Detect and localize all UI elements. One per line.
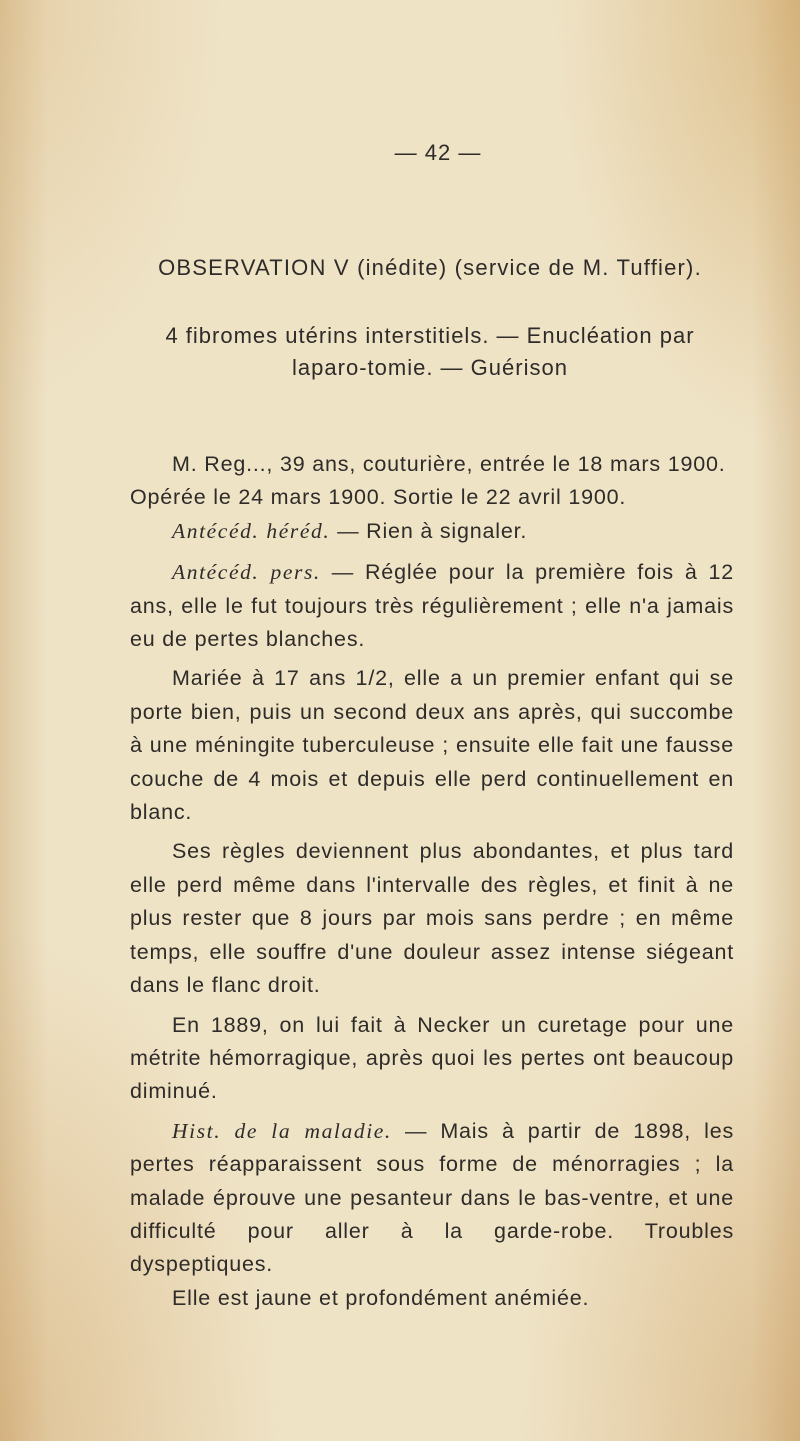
- observation-subtitle: 4 fibromes utérins interstitiels. — Enucléation par laparo-tomie. — Guérison: [165, 323, 695, 380]
- paragraph-anemia: [130, 1282, 734, 1315]
- patient-intro: M. Reg..., 39 ans, couturière, entrée le 18 mars 1900.: [172, 452, 726, 476]
- paragraph-curettage: [130, 1009, 734, 1109]
- marriage-text: Mariée à 17 ans 1/2, elle a un premier enfant qui se porte bien, puis un second deux ans après, qui succombe à une méningite tuberculeuse ; ensuite elle fait une fausse couche de 4 mois et depuis elle perd continuellement en blanc.: [130, 666, 734, 825]
- paragraph-hereditary: [130, 515, 734, 548]
- periods-text: Ses règles deviennent plus abondantes, et plus tard elle perd même dans l'intervalle des règles, et finit à ne plus rester que 8 jours par mois sans perdre ; en même temps, elle souffre d'une douleur assez intense siégeant dans le flanc droit.: [130, 839, 734, 998]
- paragraph-periods: [130, 835, 734, 1002]
- hereditary-text: — Rien à signaler.: [330, 518, 528, 543]
- history-text: — Mais à partir de 1898, les pertes réapparaissent sous forme de ménorragies ; la malade éprouve une pesanteur dans le bas-ventre, et une difficulté pour aller à la garde-robe. Troubles dyspeptiques.: [130, 1118, 734, 1277]
- anemia-text: Elle est jaune et profondément anémiée.: [172, 1285, 590, 1310]
- hereditary-label: Antécéd. héréd.: [172, 518, 331, 543]
- curettage-text: En 1889, on lui fait à Necker un curetage pour une métrite hémorragique, après quoi les pertes ont beaucoup diminué.: [130, 1012, 734, 1104]
- body-text: [130, 448, 734, 1315]
- history-label: Hist. de la maladie.: [172, 1118, 392, 1143]
- observation-title: OBSERVATION V (inédite) (service de M. Tuffier).: [158, 255, 702, 280]
- paragraph-dates: [130, 481, 734, 514]
- paragraph-personal: [130, 556, 734, 656]
- operation-dates: Opérée le 24 mars 1900. Sortie le 22 avril 1900.: [130, 485, 627, 510]
- personal-text: — Réglée pour la première fois à 12 ans, elle le fut toujours très régulièrement ; elle n'a jamais eu de pertes blanches.: [130, 560, 734, 652]
- paragraph-history: [130, 1115, 734, 1282]
- paragraph-patient: [130, 448, 734, 481]
- page-number: — 42 —: [394, 140, 482, 165]
- personal-label: Antécéd. pers.: [172, 560, 321, 585]
- paragraph-marriage: [130, 662, 734, 829]
